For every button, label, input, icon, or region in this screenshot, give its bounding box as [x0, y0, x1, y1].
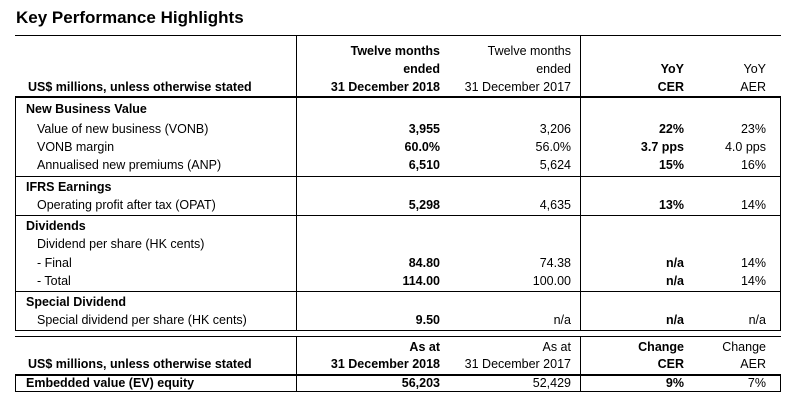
rule-top: [15, 35, 781, 36]
rule-special: [15, 291, 781, 292]
row-value-2018: 84.80: [408, 256, 440, 270]
vline-col4-2: [580, 336, 581, 392]
header2-col3-line1: As at: [542, 340, 571, 354]
row-label: Value of new business (VONB): [37, 122, 209, 136]
row-label: Special dividend per share (HK cents): [37, 313, 247, 327]
rule-dividends: [15, 215, 781, 216]
row-label: Operating profit after tax (OPAT): [37, 198, 216, 212]
header1-col3-line1: Twelve months: [487, 44, 571, 58]
header2-col2-line1: As at: [409, 340, 440, 354]
row-value-2018: 9.50: [415, 313, 440, 327]
header1-unit-label: US$ millions, unless otherwise stated: [28, 80, 252, 94]
row-aer: 14%: [740, 198, 766, 212]
section-heading-ifrs: IFRS Earnings: [26, 180, 112, 194]
row-aer: 16%: [740, 158, 766, 172]
dividends-subheading: Dividend per share (HK cents): [37, 237, 205, 251]
row-aer: n/a: [748, 313, 766, 327]
row-value-2017: 100.00: [532, 274, 571, 288]
ev-value-2018: 56,203: [401, 376, 440, 390]
row-value-2017: n/a: [553, 313, 571, 327]
rule-bottom-table2: [15, 391, 781, 392]
vline-left-1: [15, 96, 16, 331]
row-cer: n/a: [665, 256, 684, 270]
ev-label: Embedded value (EV) equity: [26, 376, 195, 390]
page-title: Key Performance Highlights: [16, 8, 244, 27]
row-cer: n/a: [665, 313, 684, 327]
row-label: Annualised new premiums (ANP): [37, 158, 222, 172]
rule-top-table2: [15, 336, 781, 337]
vline-col4-1: [580, 35, 581, 331]
row-value-2018: 60.0%: [404, 140, 440, 154]
section-heading-nbv: New Business Value: [26, 102, 147, 116]
header1-col3-line2: ended: [536, 62, 571, 76]
ev-value-2017: 52,429: [532, 376, 571, 390]
row-value-2018: 6,510: [408, 158, 440, 172]
row-cer: 3.7 pps: [640, 140, 684, 154]
row-aer: 23%: [740, 122, 766, 136]
header2-col5-line2: AER: [740, 357, 766, 371]
header2-unit-label: US$ millions, unless otherwise stated: [28, 357, 252, 371]
rule-ifrs: [15, 176, 781, 177]
row-value-2017: 74.38: [539, 256, 571, 270]
header1-col5-line1: YoY: [743, 62, 766, 76]
row-label: - Total: [37, 274, 71, 288]
row-value-2017: 5,624: [539, 158, 571, 172]
row-label: - Final: [37, 256, 72, 270]
row-cer: 13%: [658, 198, 684, 212]
row-aer: 14%: [740, 256, 766, 270]
header2-col4-line1: Change: [638, 340, 684, 354]
row-value-2017: 3,206: [539, 122, 571, 136]
header1-col3-line3: 31 December 2017: [464, 80, 571, 94]
row-value-2018: 114.00: [402, 274, 440, 288]
vline-right-1: [780, 96, 781, 331]
header1-col2-line2: ended: [403, 62, 440, 76]
header2-col4-line2: CER: [657, 357, 684, 371]
rule-bottom-table1: [15, 330, 781, 331]
header1-col2-line3: 31 December 2018: [330, 80, 440, 94]
row-value-2017: 4,635: [539, 198, 571, 212]
header1-col4-line2: CER: [657, 80, 684, 94]
section-heading-special: Special Dividend: [26, 295, 127, 309]
row-cer: 22%: [658, 122, 684, 136]
row-cer: n/a: [665, 274, 684, 288]
vline-right-2: [780, 374, 781, 392]
row-cer: 15%: [658, 158, 684, 172]
vline-left-2: [15, 374, 16, 392]
ev-aer: 7%: [747, 376, 766, 390]
header1-col4-line1: YoY: [660, 62, 684, 76]
header1-col5-line2: AER: [740, 80, 766, 94]
header2-col5-line1: Change: [722, 340, 766, 354]
row-aer: 14%: [740, 274, 766, 288]
row-label: VONB margin: [37, 140, 115, 154]
header2-col2-line2: 31 December 2018: [330, 357, 440, 371]
header1-col2-line1: Twelve months: [350, 44, 440, 58]
row-value-2018: 3,955: [408, 122, 440, 136]
row-aer: 4.0 pps: [724, 140, 766, 154]
header2-col3-line2: 31 December 2017: [464, 357, 571, 371]
row-value-2017: 56.0%: [535, 140, 571, 154]
rule-header1: [15, 96, 781, 98]
vline-col2-1: [296, 35, 297, 331]
section-heading-dividends: Dividends: [26, 219, 86, 233]
vline-col2-2: [296, 336, 297, 392]
row-value-2018: 5,298: [408, 198, 440, 212]
ev-cer: 9%: [665, 376, 684, 390]
